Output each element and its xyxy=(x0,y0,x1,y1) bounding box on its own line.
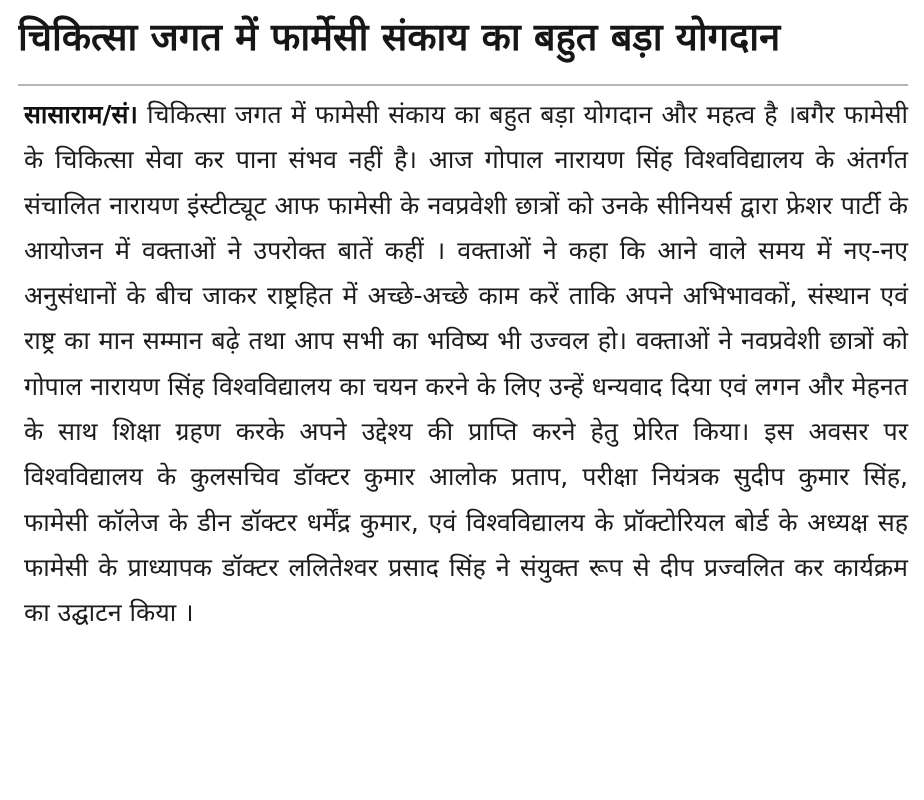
article-text: चिकित्सा जगत में फामेसी संकाय का बहुत बड़ा योगदान और महत्व है ।बगैर फामेसी के चिकित्सा सेवा कर पाना संभव नहीं है। आज गोपाल नारायण सिंह विश्वविद्यालय के अंतर्गत संचालित नारायण इंस्टीट्यूट आफ फामेसी के नवप्रवेशी छात्रों को उनके सीनियर्स द्वारा फ्रेशर पार्टी के आयोजन में वक्ताओं ने उपरोक्त बातें कहीं । वक्ताओं ने कहा कि आने वाले समय में नए-नए अनुसंधानों के बीच जाकर राष्ट्रहित में अच्छे-अच्छे काम करें ताकि अपने अभिभावकों, संस्थान एवं राष्ट्र का मान सम्मान बढ़े तथा आप सभी का भविष्य भी उज्वल हो। वक्ताओं ने नवप्रवेशी छात्रों को गोपाल नारायण सिंह विश्वविद्यालय का चयन करने के लिए उन्हें धन्यवाद दिया एवं लगन और मेहनत के साथ शिक्षा ग्रहण करके अपने उद्देश्य की प्राप्ति करने हेतु प्रेरित किया। इस अवसर पर विश्वविद्यालय के कुलसचिव डॉक्टर कुमार आलोक प्रताप, परीक्षा नियंत्रक सुदीप कुमार सिंह, फामेसी कॉलेज के डीन डॉक्टर धर्मेंद्र कुमार, एवं विश्वविद्यालय के प्रॉक्टोरियल बोर्ड के अध्यक्ष सह फामेसी के प्राध्यापक डॉक्टर ललितेश्वर प्रसाद सिंह ने संयुक्त रूप से दीप प्रज्वलित कर कार्यक्रम का उद्घाटन किया । xyxy=(24,100,908,628)
headline-divider xyxy=(18,84,908,86)
headline: चिकित्सा जगत में फार्मेसी संकाय का बहुत बड़ा योगदान xyxy=(18,15,781,59)
article-body xyxy=(24,92,908,636)
dateline: सासाराम/सं। xyxy=(24,100,138,129)
